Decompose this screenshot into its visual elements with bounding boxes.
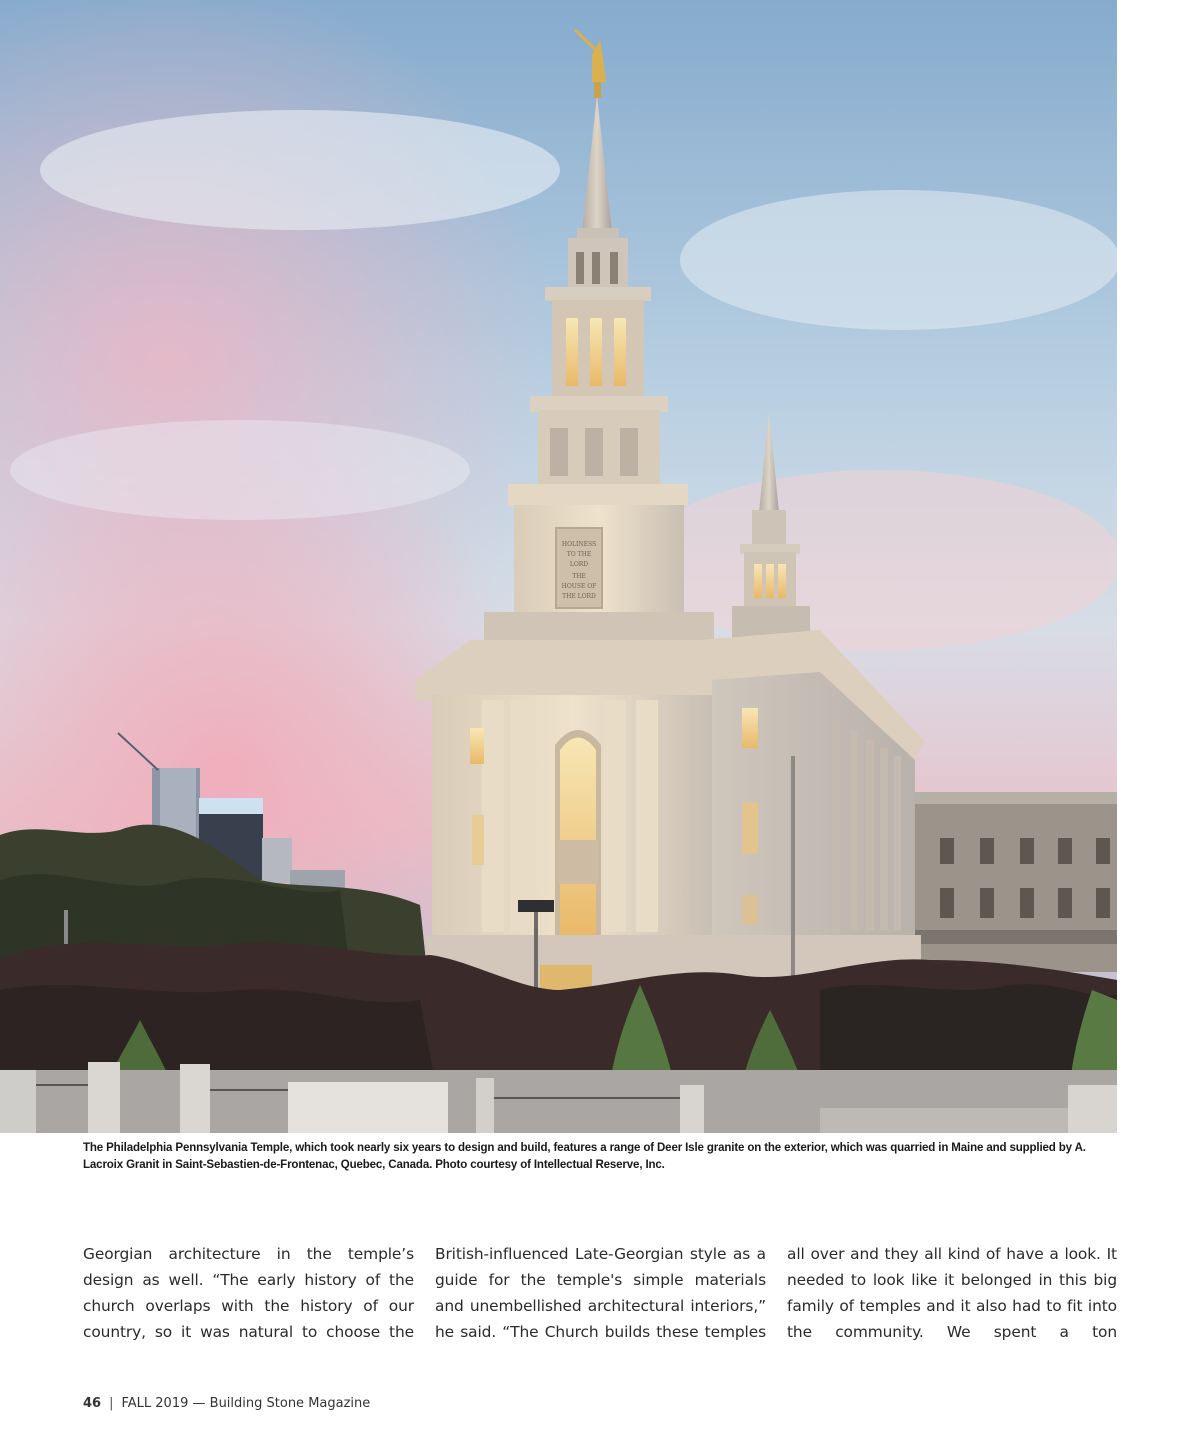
- article-column-3: all over and they all kind of have a look. It needed to look like it belonged in this big family of temples and it also had to fit into the community. We spent a ton: [787, 1245, 1117, 1341]
- plaque-line-3: LORD: [569, 561, 589, 568]
- article-column-1: Georgian architecture in the temple’s design as well. “The early history of the church overlaps with the history of our country, so it was natural to choose the: [83, 1245, 414, 1341]
- plaque-line-1: HOLINESS: [561, 541, 597, 548]
- publication-name: — Building Stone Magazine: [192, 1396, 371, 1411]
- plaque-line-4: THE: [572, 573, 586, 580]
- issue-label: FALL 2019: [121, 1396, 189, 1411]
- photo-caption: The Philadelphia Pennsylvania Temple, which took nearly six years to design and build, features a range of Deer Isle granite on the exterior, which was quarried in Maine and supplied by A. Lacroix Granit in Saint-Sebastien-de-Frontenac, Quebec, Canada. Photo courtesy of Intellectual Reserve, Inc.: [83, 1140, 1086, 1171]
- plaque-line-5: HOUSE OF: [561, 583, 597, 590]
- article-column-2: British-influenced Late-Georgian style as a guide for the temple's simple materials and unembellished architectural interiors,” he said. “The Church builds these temples: [435, 1245, 766, 1341]
- plaque-line-2: TO THE: [566, 551, 592, 558]
- plaque-line-6: THE LORD: [562, 593, 596, 600]
- footer-separator: |: [109, 1396, 114, 1411]
- page-footer: [83, 1396, 370, 1411]
- page-number: 46: [83, 1396, 102, 1411]
